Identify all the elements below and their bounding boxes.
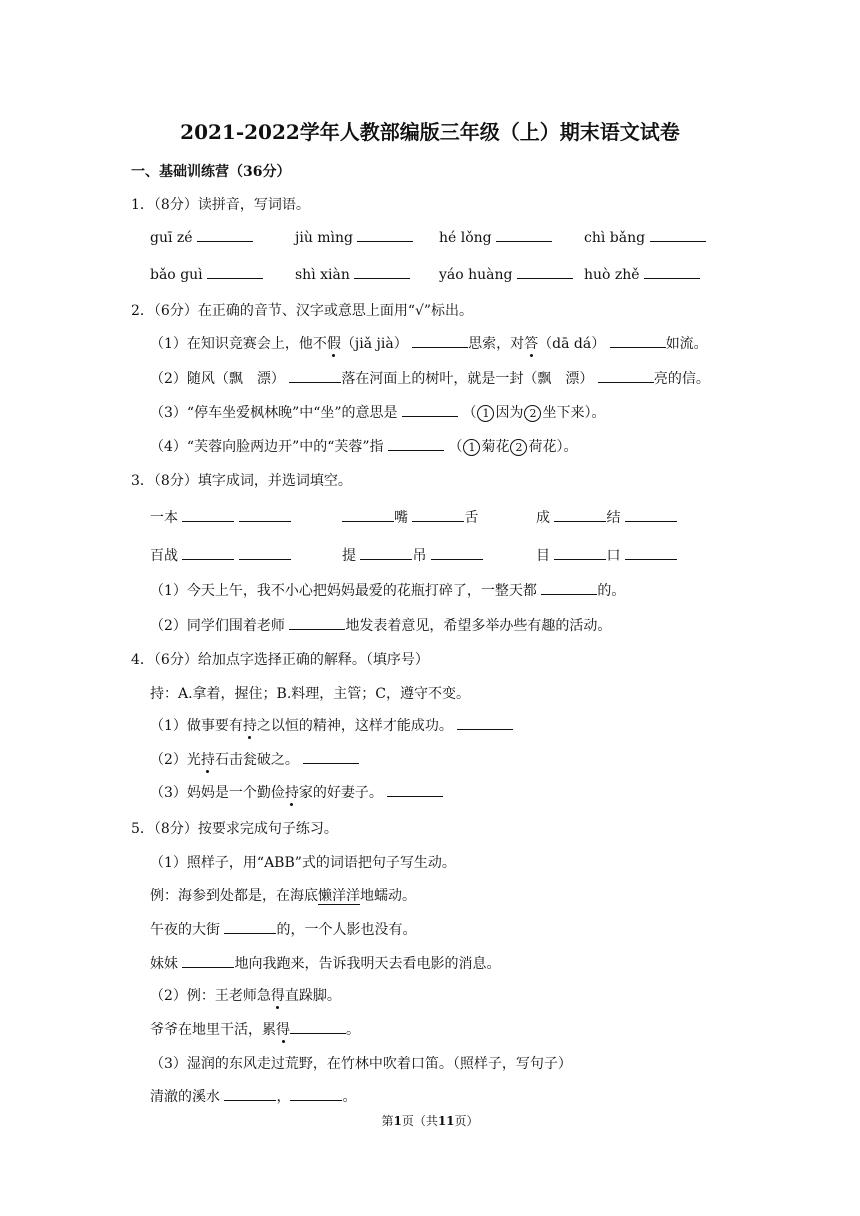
answer-blank[interactable] — [610, 335, 666, 348]
text: 亮的信。 — [653, 371, 710, 387]
answer-blank[interactable] — [197, 229, 253, 242]
section-heading: 一、基础训练营（36分） — [131, 164, 291, 180]
page-number: 1 — [393, 1114, 402, 1128]
question-2-line-3 — [150, 402, 605, 422]
pinyin-text: yáo huàng — [439, 267, 513, 283]
answer-blank[interactable] — [541, 582, 597, 595]
answer-blank[interactable] — [431, 547, 483, 560]
answer-blank[interactable] — [650, 229, 706, 242]
dotted-char: 答 — [524, 333, 538, 353]
answer-blank[interactable] — [290, 1088, 342, 1101]
text: 妹妹 — [150, 956, 178, 972]
text: 。 — [342, 1089, 357, 1105]
answer-blank[interactable] — [303, 751, 359, 764]
answer-blank[interactable] — [412, 509, 464, 522]
answer-blank[interactable] — [239, 509, 291, 522]
word-fill-cell — [536, 545, 677, 565]
word-fill-cell — [342, 507, 478, 527]
question-4-item-3 — [150, 782, 443, 802]
word-fill-cell — [342, 545, 483, 565]
answer-blank[interactable] — [360, 547, 412, 560]
text: 午夜的大街 — [150, 922, 220, 938]
answer-blank[interactable] — [289, 617, 345, 630]
pinyin-text: huò zhě — [584, 267, 640, 283]
text: 地向我跑来，告诉我明天去看电影的消息。 — [234, 956, 501, 972]
pinyin-text: chì bǎng — [584, 230, 646, 246]
text: 坐下来）。 — [542, 405, 606, 421]
page-title: 2021-2022学年人教部编版三年级（上）期末语文试卷 — [180, 120, 680, 144]
answer-blank[interactable] — [402, 404, 458, 417]
question-5-part-1: （1）照样子，用“ABB”式的词语把句子写生动。 — [150, 855, 456, 871]
text: （1）做事要有 — [150, 718, 243, 734]
text: 如流。 — [665, 336, 708, 352]
answer-blank[interactable] — [290, 1021, 346, 1034]
text: 舌 — [464, 510, 479, 526]
answer-blank[interactable] — [342, 509, 394, 522]
text: （2）随风（飘 漂） — [150, 371, 285, 387]
text: 口 — [606, 548, 621, 564]
circled-number: 1 — [463, 439, 480, 456]
text: 地发表着意见，希望多举办些有趣的活动。 — [345, 618, 612, 634]
pinyin-item — [439, 266, 573, 283]
question-5-part-3: （3）湿润的东风走过荒野，在竹林中吹着口笛。（照样子，写句子） — [150, 1056, 572, 1072]
question-2-line-1 — [150, 333, 708, 353]
text: 爷爷在地里干活，累 — [150, 1022, 276, 1038]
text: （jiǎ jià） — [340, 336, 408, 352]
definition-list: 持：A.拿着，握住；B.料理，主管；C，遵守不变。 — [150, 686, 471, 702]
pinyin-text: guī zé — [150, 230, 193, 246]
text: （ — [448, 439, 463, 455]
text: 页） — [454, 1114, 479, 1128]
answer-blank[interactable] — [182, 547, 234, 560]
answer-blank[interactable] — [457, 717, 513, 730]
text: 地蠕动。 — [360, 888, 416, 904]
dotted-char: 持 — [201, 749, 215, 769]
question-5-sentence-1 — [150, 919, 416, 939]
question-1-stem: 1．（8分）读拼音，写词语。 — [131, 197, 310, 213]
pinyin-item — [295, 229, 413, 246]
answer-blank[interactable] — [625, 547, 677, 560]
total-pages: 11 — [437, 1114, 455, 1128]
text: 之以恒的精神，这样才能成功。 — [256, 718, 453, 734]
question-5-sentence-4 — [150, 1086, 356, 1106]
question-5-stem: 5．（8分）按要求完成句子练习。 — [131, 821, 338, 837]
pinyin-item — [584, 266, 700, 283]
text: （3）妈妈是一个勤俭 — [150, 785, 285, 801]
text: 结 — [606, 510, 621, 526]
answer-blank[interactable] — [239, 547, 291, 560]
question-4-item-1 — [150, 715, 513, 735]
answer-blank[interactable] — [644, 266, 700, 279]
text: 提 — [342, 548, 356, 564]
text: ， — [276, 1089, 291, 1105]
dotted-char: 持 — [243, 715, 257, 735]
question-4-stem: 4．（6分）给加点字选择正确的解释。（填序号） — [131, 652, 429, 668]
answer-blank[interactable] — [387, 784, 443, 797]
text: （2）同学们围着老师 — [150, 618, 285, 634]
dotted-char: 得 — [276, 1019, 290, 1039]
question-2-stem: 2．（6分）在正确的音节、汉字或意思上面用“√”标出。 — [131, 303, 474, 319]
dotted-char: 持 — [285, 782, 299, 802]
underlined-word: 懒洋洋 — [318, 888, 360, 904]
question-3-stem: 3．（8分）填字成词，并选词填空。 — [131, 473, 352, 489]
text: （3）“停车坐爱枫林晚”中“坐”的意思是 — [150, 405, 398, 421]
word-fill-cell — [536, 507, 677, 527]
question-2-line-2 — [150, 368, 710, 388]
question-2-line-4 — [150, 436, 577, 456]
text: 目 — [536, 548, 550, 564]
text: 例：海参到处都是，在海底 — [150, 888, 318, 904]
text: 吊 — [412, 548, 427, 564]
answer-blank[interactable] — [554, 509, 606, 522]
circled-number: 2 — [510, 439, 527, 456]
answer-blank[interactable] — [517, 266, 573, 279]
text: （dā dá） — [538, 336, 606, 352]
answer-blank[interactable] — [182, 955, 234, 968]
answer-blank[interactable] — [289, 370, 341, 383]
answer-blank[interactable] — [354, 266, 410, 279]
question-4-item-2 — [150, 749, 359, 769]
text: 的。 — [597, 583, 626, 599]
pinyin-item — [584, 229, 706, 246]
text: 菊花 — [481, 439, 510, 455]
text: 家的好妻子。 — [298, 785, 383, 801]
answer-blank[interactable] — [207, 266, 263, 279]
text: 百战 — [150, 548, 178, 564]
answer-blank[interactable] — [388, 438, 444, 451]
circled-number: 2 — [524, 405, 541, 422]
text: （2）例：王老师急 — [150, 988, 271, 1004]
text: （1）今天上午，我不小心把妈妈最爱的花瓶打碎了，一整天都 — [150, 583, 537, 599]
pinyin-item — [439, 229, 552, 246]
text: 嘴 — [394, 510, 408, 526]
answer-blank[interactable] — [496, 229, 552, 242]
word-fill-cell — [150, 545, 291, 565]
text: 页（共 — [401, 1114, 438, 1128]
pinyin-item — [150, 229, 253, 246]
text: 落在河面上的树叶，就是一封（飘 漂） — [341, 371, 594, 387]
text: 。 — [346, 1022, 360, 1038]
question-5-sentence-3 — [150, 1019, 360, 1039]
question-3-sentence-2 — [150, 615, 611, 635]
pinyin-item — [150, 266, 263, 283]
text: （1）在知识竞赛会上，他不 — [150, 336, 327, 352]
answer-blank[interactable] — [625, 509, 677, 522]
page-footer — [0, 1112, 860, 1129]
pinyin-text: shì xiàn — [295, 267, 350, 283]
text: 荷花）。 — [528, 439, 578, 455]
text: 的，一个人影也没有。 — [276, 922, 417, 938]
answer-blank[interactable] — [357, 229, 413, 242]
text: （ — [462, 405, 477, 421]
answer-blank[interactable] — [182, 509, 234, 522]
text: 思索，对 — [468, 336, 525, 352]
text: 石击瓮破之。 — [214, 752, 299, 768]
dotted-char: 假 — [327, 333, 341, 353]
word-fill-cell — [150, 507, 291, 527]
text: 清澈的溪水 — [150, 1089, 220, 1105]
dotted-char: 得 — [271, 985, 285, 1005]
circled-number: 1 — [477, 405, 494, 422]
example-sentence — [150, 885, 416, 905]
question-5-part-2 — [150, 985, 341, 1005]
answer-blank[interactable] — [598, 370, 654, 383]
text: 因为 — [495, 405, 524, 421]
pinyin-text: bǎo guì — [150, 267, 203, 283]
text: 第 — [381, 1114, 394, 1128]
pinyin-text: jiù mìng — [295, 230, 354, 246]
text: 直跺脚。 — [284, 988, 341, 1004]
pinyin-text: hé lǒng — [439, 230, 492, 246]
text: （2）光 — [150, 752, 201, 768]
pinyin-item — [295, 266, 410, 283]
text: 一本 — [150, 510, 178, 526]
text: 成 — [536, 510, 550, 526]
question-5-sentence-2 — [150, 953, 500, 973]
text: （4）“芙蓉向脸两边开”中的“芙蓉”指 — [150, 439, 384, 455]
question-3-sentence-1 — [150, 580, 625, 600]
answer-blank[interactable] — [554, 547, 606, 560]
answer-blank[interactable] — [224, 1088, 276, 1101]
answer-blank[interactable] — [412, 335, 468, 348]
answer-blank[interactable] — [224, 921, 276, 934]
